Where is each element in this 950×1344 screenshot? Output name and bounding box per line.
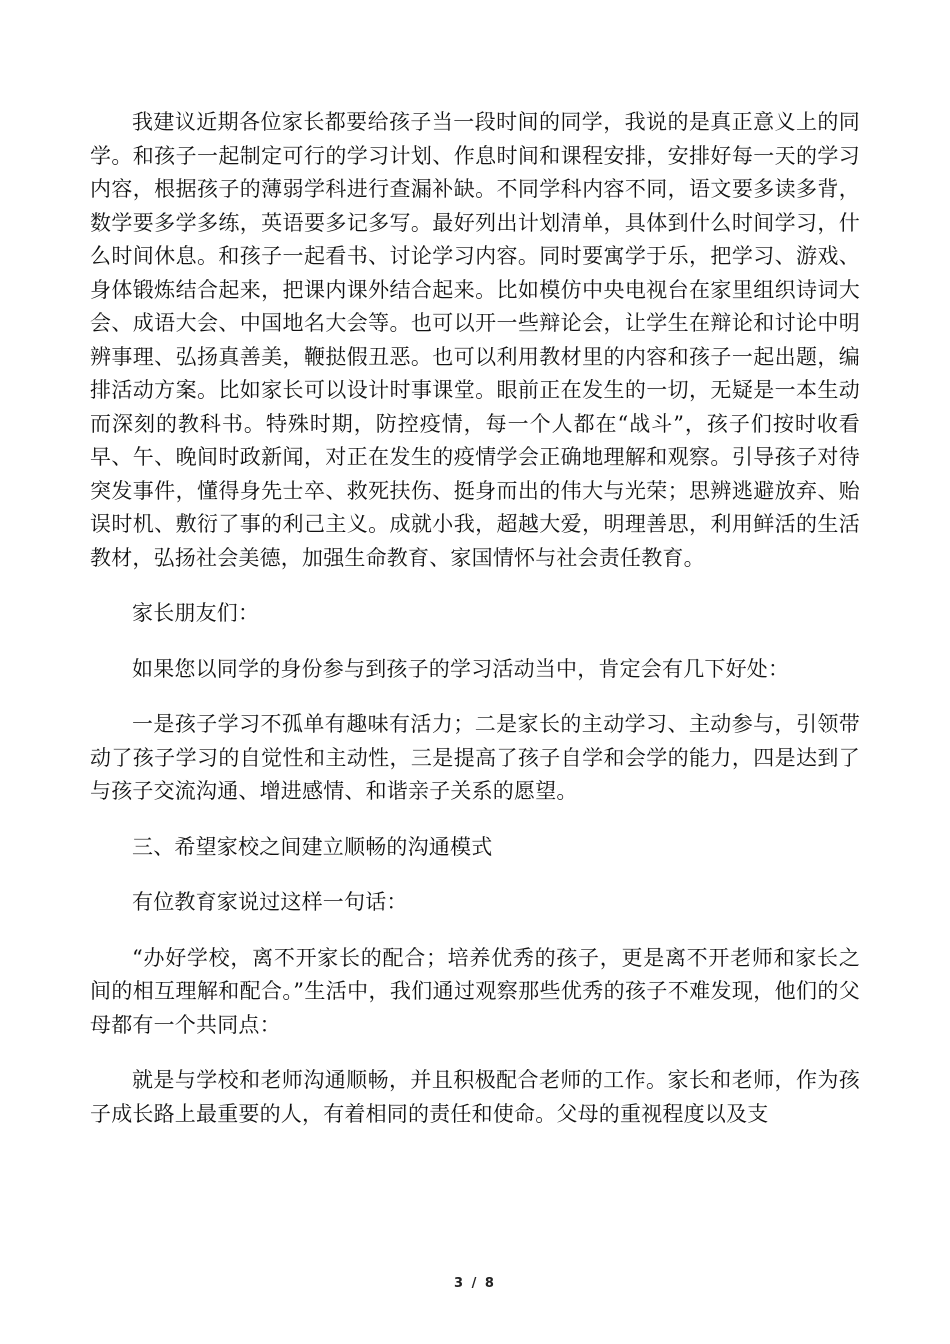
section-heading-communication: 三、希望家校之间建立顺畅的沟通模式 [132,834,493,859]
paragraph-greeting: 家长朋友们： [132,601,260,625]
paragraph-parents-teachers: 就是与学校和老师沟通顺畅，并且积极配合老师的工作。家长和老师，作为孩子成长路上最重要的人，有着相同的责任和使命。父母的重视程度以及支 [90,1068,860,1126]
paragraph-study-partner: 我建议近期各位家长都要给孩子当一段时间的同学，我说的是真正意义上的同学。和孩子一起制定可行的学习计划、作息时间和课程安排，安排好每一天的学习内容，根据孩子的薄弱学科进行查漏补缺。不同学科内容不同，语文要多读多背，数学要多学多练，英语要多记多写。最好列出计划清单，具体到什么时间学习，什么时间休息。和孩子一起看书、讨论学习内容。同时要寓学于乐，把学习、游戏、身体锻炼结合起来，把课内课外结合起来。比如模仿中央电视台在家里组织诗词大会、成语大会、中国地名大会等。也可以开一些辩论会，让学生在辩论和讨论中明辨事理、弘扬真善美，鞭挞假丑恶。也可以利用教材里的内容和孩子一起出题，编排活动方案。比如家长可以设计时事课堂。眼前正在发生的一切，无疑是一本生动而深刻的教科书。特殊时期，防控疫情，每一个人都在“战斗”，孩子们按时收看早、午、晚间时政新闻，对正在发生的疫情学会正确地理解和观察。引导孩子对待突发事件，懂得身先士卒、救死扶伤、挺身而出的伟大与光荣；思辨逃避放弃、贻误时机、敷衍了事的利己主义。成就小我，超越大爱，明理善思，利用鲜活的生活教材，弘扬社会美德，加强生命教育、家国情怀与社会责任教育。 [90,110,860,570]
page-number: 3 / 8 [454,1276,496,1291]
paragraph-benefits-intro: 如果您以同学的身份参与到孩子的学习活动当中，肯定会有几下好处： [132,656,790,681]
paragraph-educator-quote: “办好学校，离不开家长的配合；培养优秀的孩子，更是离不开老师和家长之间的相互理解和配合。”生活中，我们通过观察那些优秀的孩子不难发现，他们的父母都有一个共同点： [90,945,860,1037]
page-content [90,106,860,1153]
paragraph-educator-quote-intro: 有位教育家说过这样一句话： [132,890,408,914]
paragraph-benefits-list: 一是孩子学习不孤单有趣味有活力；二是家长的主动学习、主动参与，引领带动了孩子学习的自觉性和主动性，三是提高了孩子自学和会学的能力，四是达到了与孩子交流沟通、增进感情、和谐亲子关系的愿望。 [90,712,860,803]
